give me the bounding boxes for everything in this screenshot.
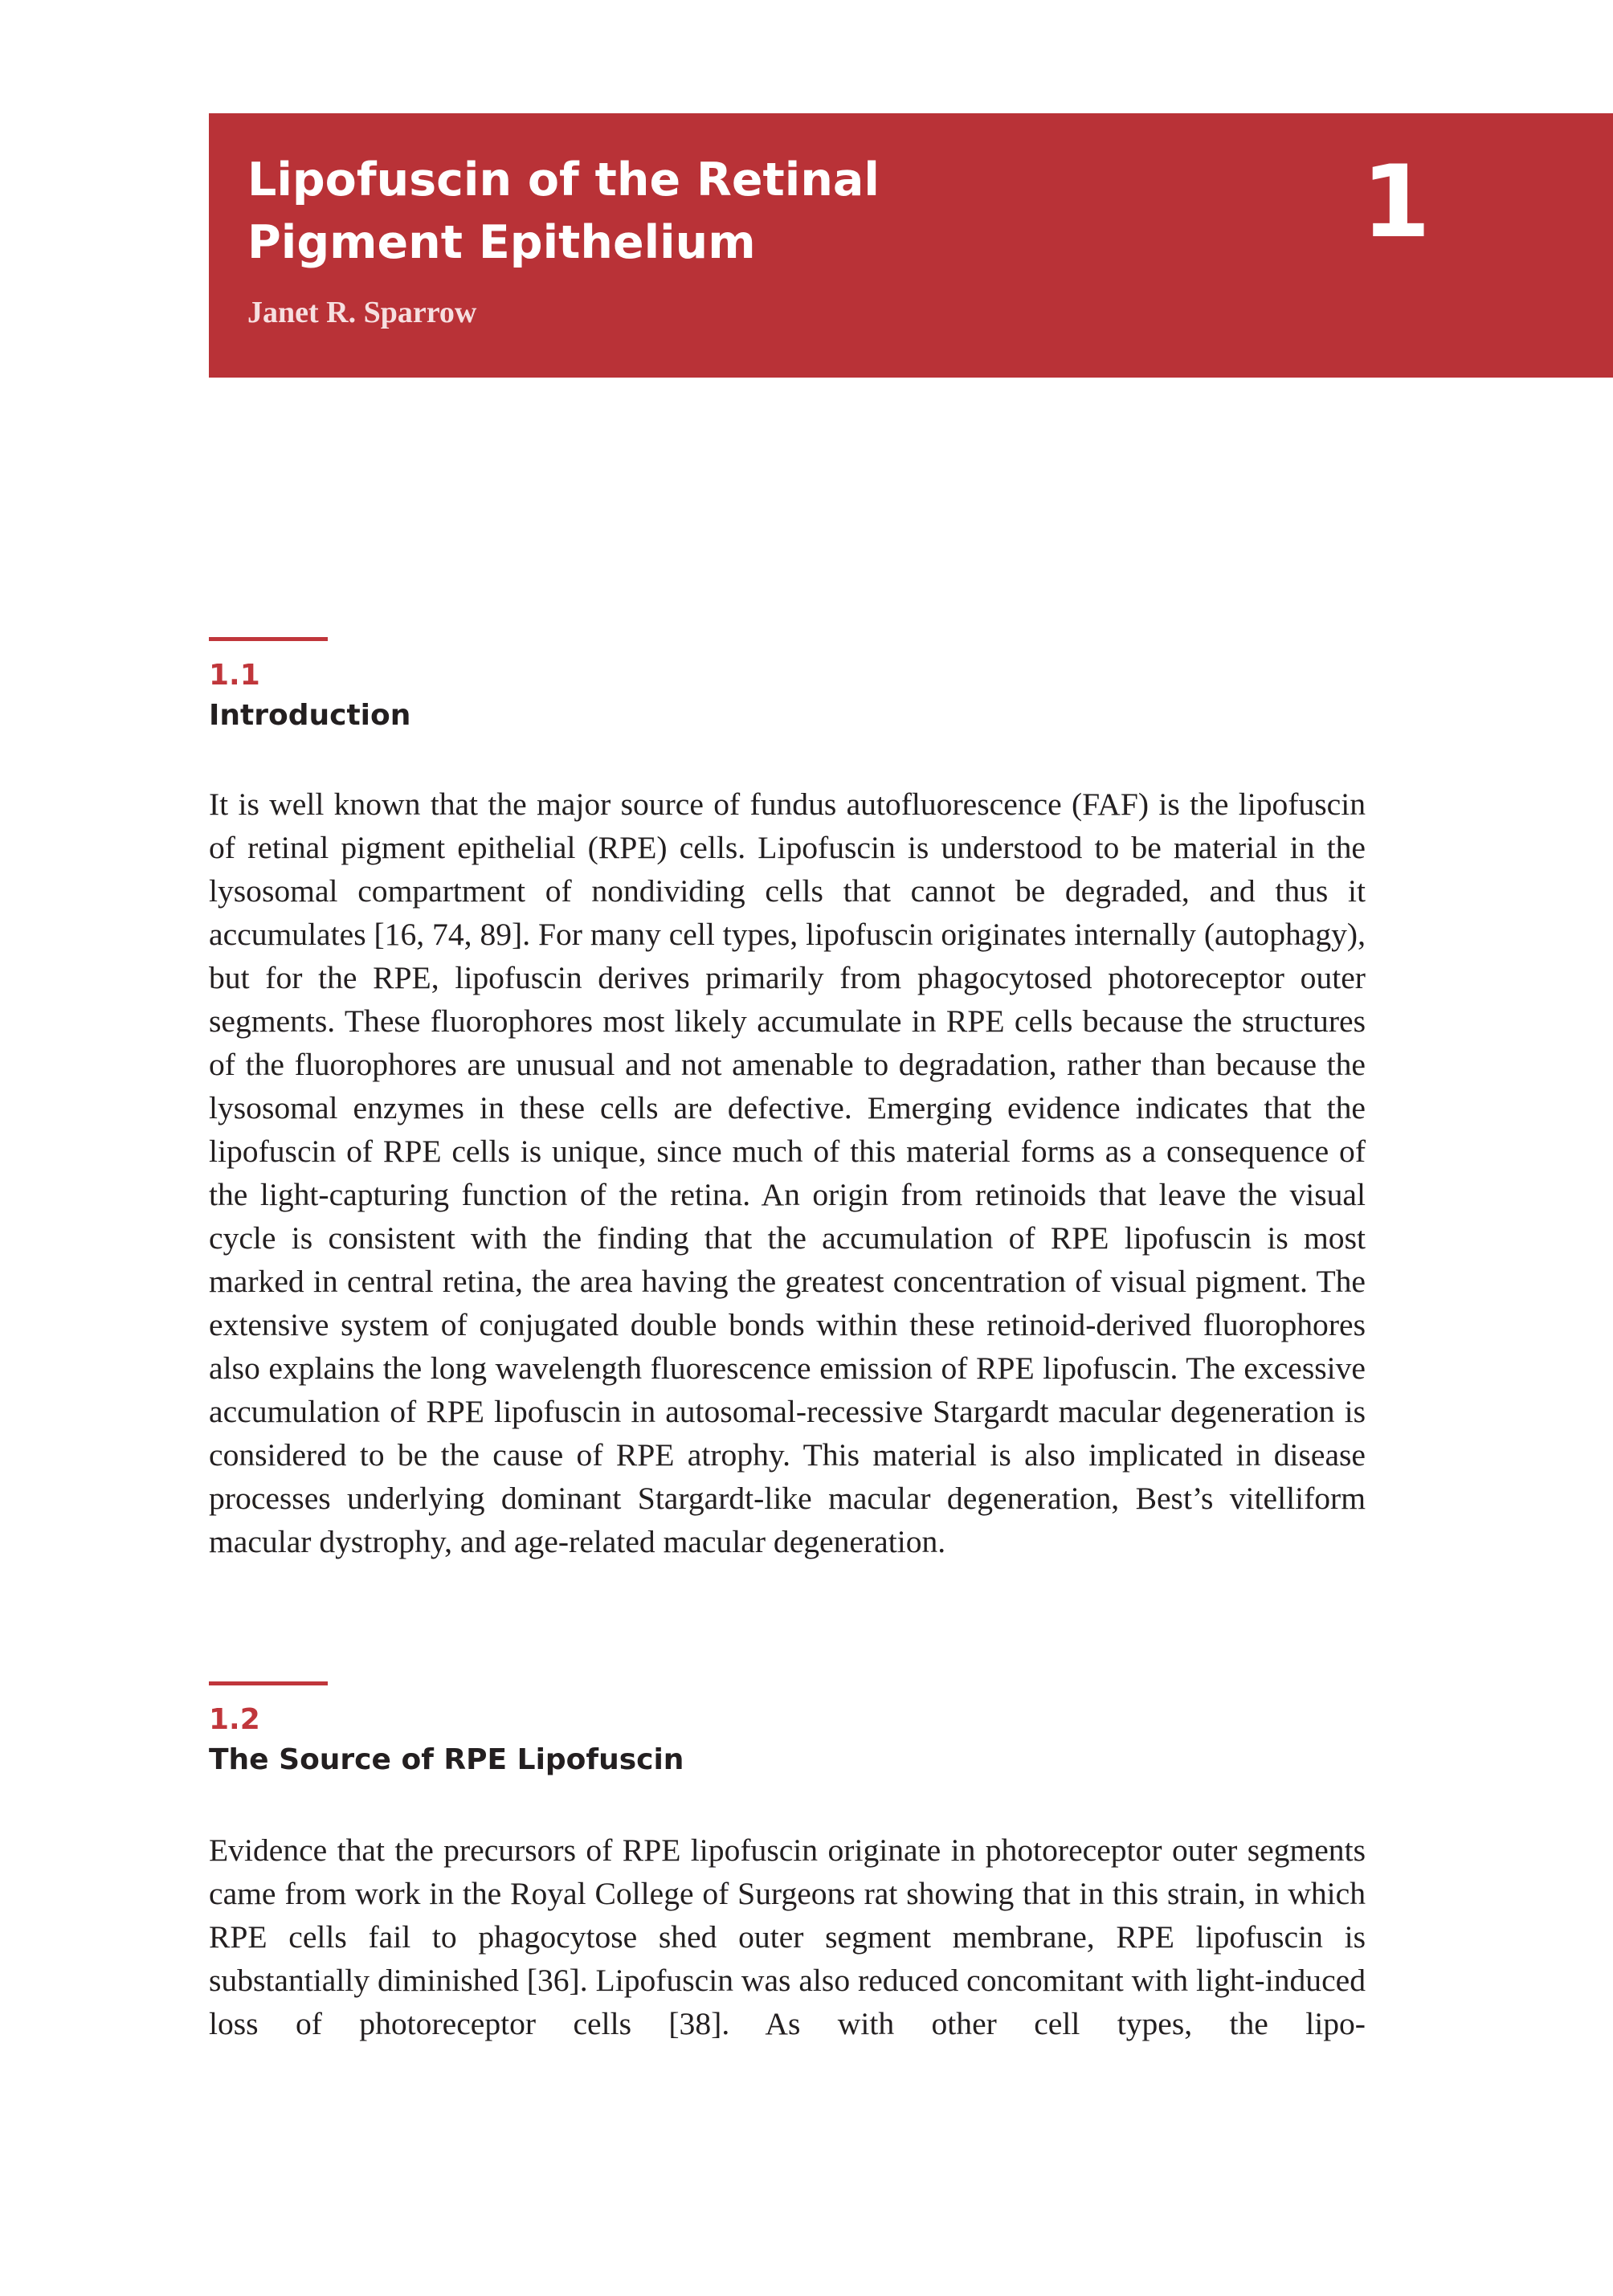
chapter-title: [247, 149, 880, 274]
chapter-number: 1: [1361, 145, 1431, 260]
chapter-title-line-2: Pigment Epithelium: [247, 216, 756, 269]
section-body-text: It is well known that the major source of fundus autofluorescence (FAF) is the lipofuscin of retinal pigment epithelial (RPE) cells. Lipofuscin is understood to be material in the lysosomal compartment of nondividing cells that cannot be degraded, and thus it accumulates [16, 74, 89]. For many cell types, lipofuscin originates internally (autophagy), but for the RPE, lipofuscin derives primarily from phagocytosed photoreceptor outer segments. These fluorophores most likely accumulate in RPE cells because the structures of the fluorophores are unusual and not amenable to degradation, rather than because the lysosomal enzymes in these cells are defective. Emerging evidence indicates that the lipofuscin of RPE cells is unique, since much of this material forms as a consequence of the light-capturing function of the retina. An origin from retinoids that leave the visual cycle is consistent with the finding that the accumulation of RPE lipofuscin is most marked in central retina, the area having the greatest concentration of visual pigment. The extensive system of conjugated double bonds within these retinoid-derived fluorophores also explains the long wavelength fluorescence emission of RPE lipofuscin. The excessive accumulation of RPE lipofuscin in autosomal-recessive Stargardt macular degeneration is considered to be the cause of RPE atrophy. This material is also implicated in disease processes underlying dominant Stargardt-like macular degeneration, Best’s vitelliform macular dystrophy, and age-related macular degeneration.: [209, 786, 1366, 1559]
chapter-author: Janet R. Sparrow: [247, 296, 477, 329]
section-rule: [209, 1681, 328, 1685]
chapter-title-line-1: Lipofuscin of the Retinal: [247, 153, 880, 206]
section-number: 1.1: [209, 659, 260, 692]
section-title: Introduction: [209, 699, 411, 732]
section-body-text: Evidence that the precursors of RPE lipofuscin originate in photoreceptor outer segments came from work in the Royal College of Surgeons rat showing that in this strain, in which RPE cells fail to phagocytose shed outer segment membrane, RPE lipofuscin is substantially diminished [36]. Lipofuscin was also reduced concomitant with light-induced loss of photoreceptor cells [38]. As with other cell types, the lipo-: [209, 1832, 1366, 2041]
section-rule: [209, 637, 328, 641]
chapter-header-band: [209, 113, 1613, 378]
section-introduction: [209, 637, 1366, 1563]
section-source-of-rpe-lipofuscin: [209, 1681, 1366, 2045]
section-number: 1.2: [209, 1703, 260, 1736]
section-title: The Source of RPE Lipofuscin: [209, 1743, 684, 1776]
